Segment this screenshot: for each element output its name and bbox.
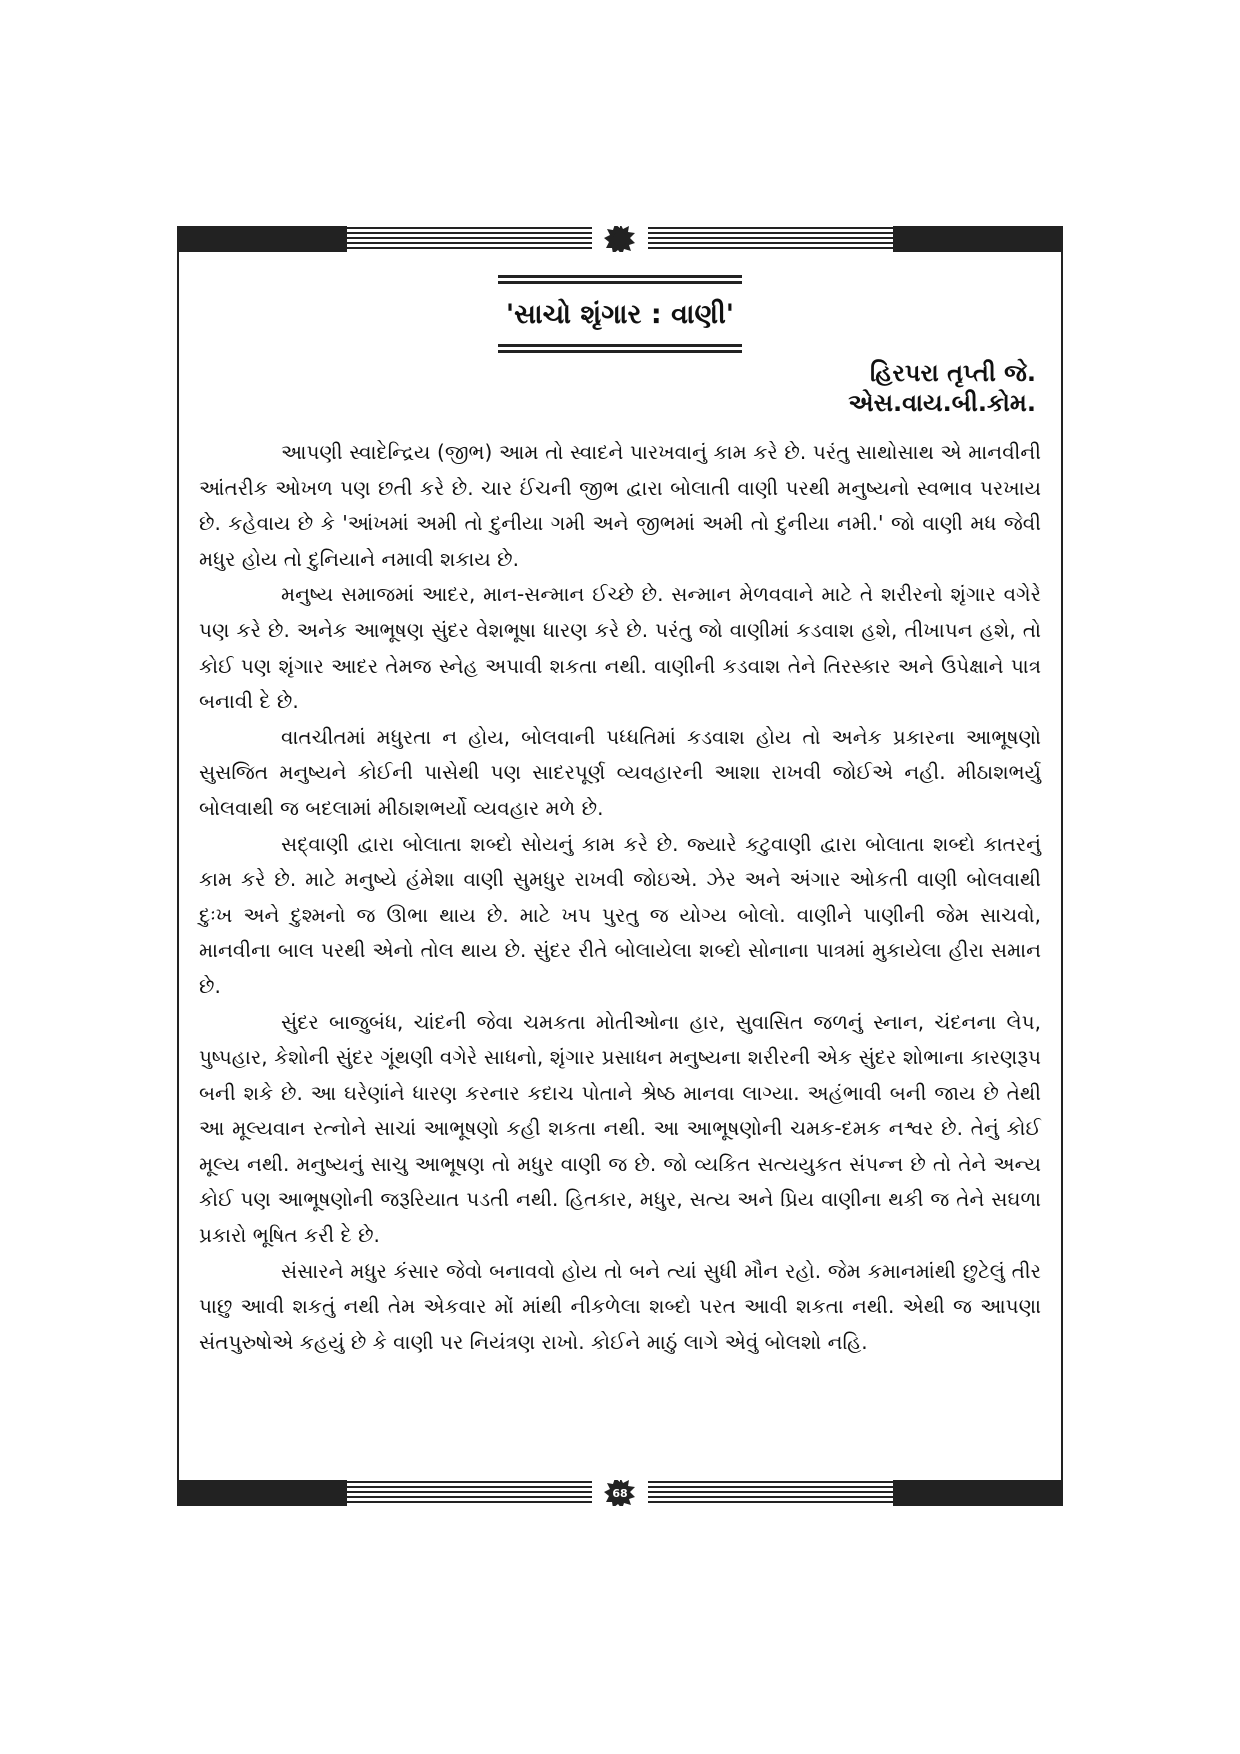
footer-band-graphic [177, 1480, 1063, 1506]
paragraph: સદ્‌વાણી દ્વારા બોલાતા શબ્દો સોયનું કામ કરે છે. જ્યારે કટુવાણી દ્વારા બોલાતા શબ્દો કાતરનું કામ કરે છે. માટે મનુષ્યે હંમેશા વાણી સુમધુર રાખવી જોઇએ. ઝેર અને અંગાર ઓકતી વાણી બોલવાથી દુઃખ અને દુશ્મનો જ ઊભા થાય છે. માટે ખપ પુરતુ જ યોગ્ય બોલો. વાણીને પાણીની જેમ સાચવો, માનવીના બાલ પરથી એનો તોલ થાય છે. સુંદર રીતે બોલાયેલા શબ્દો સોનાના પાત્રમાં મુકાયેલા હીરા સમાન છે. [199, 831, 1041, 998]
title-rule-top-2 [498, 281, 742, 284]
title-block [0, 272, 1240, 356]
author-name: હિરપરા તૃપ્તી જે. [870, 359, 1036, 387]
title-rule-bottom-2 [498, 350, 742, 353]
author-block [848, 358, 1036, 418]
footer-band [177, 1480, 1063, 1506]
page-title: 'સાચો શૃંગાર : વાણી' [505, 299, 735, 330]
paragraph: સંસારને મધુર કંસાર જેવો બનાવવો હોય તો બને ત્યાં સુધી મૌન રહો. જેમ કમાનમાંથી છુટેલું તીર પાછુ આવી શકતું નથી તેમ એકવાર મોં માંથી નીકળેલા શબ્દો પરત આવી શકતા નથી. એથી જ આપણા સંતપુરુષોએ કહયું છે કે વાણી પર નિયંત્રણ રાખો. કોઈને માઠું લાગે એવું બોલશો નહિ. [199, 1258, 1041, 1354]
title-box [486, 272, 754, 356]
paragraph: સુંદર બાજુબંધ, ચાંદની જેવા ચમકતા મોતીઓના હાર, સુવાસિત જળનું સ્નાન, ચંદનના લેપ, પુષ્પહાર, કેશોની સુંદર ગૂંથણી વગેરે સાધનો, શૃંગાર પ્રસાધન મનુષ્યના શરીરની એક સુંદર શોભાના કારણરૂપ બની શકે છે. આ ઘરેણાંને ધારણ કરનાર કદાચ પોતાને શ્રેષ્ઠ માનવા લાગ્યા. અહંભાવી બની જાય છે તેથી આ મૂલ્યવાન રત્નોને સાચાં આભૂષણો કહી શકતા નથી. આ આભૂષણોની ચમક-દમક નશ્વર છે. તેનું કોઈ મૂલ્ય નથી. મનુષ્યનું સાચુ આભૂષણ તો મધુર વાણી જ છે. જો વ્યકિત સત્યયુકત સંપન્ન છે તો તેને અન્ય કોઈ પણ આભૂષણોની જરૂરિયાત પડતી નથી. હિતકાર, મધુર, સત્ય અને પ્રિય વાણીના થકી જ તેને સઘળા પ્રકારો ભૂષિત કરી દે છે. [199, 1009, 1041, 1248]
author-class: એસ.વાય.બી.કોમ. [848, 389, 1036, 417]
page-number-badge [604, 1480, 635, 1506]
sunburst-ornament-icon [604, 226, 635, 252]
article-body [199, 435, 1041, 1360]
title-rule-top-1 [498, 275, 742, 278]
paragraph: વાતચીતમાં મધુરતા ન હોય, બોલવાની પધ્ધતિમાં કડવાશ હોય તો અનેક પ્રકારના આભૂષણો સુસજિત મનુષ્યને કોઈની પાસેથી પણ સાદરપૂર્ણ વ્યવહારની આશા રાખવી જોઈએ નહી. મીઠાશભર્યુ બોલવાથી જ બદલામાં મીઠાશભર્યો વ્યવહાર મળે છે. [199, 724, 1041, 820]
header-band [177, 226, 1063, 252]
paragraph: આપણી સ્વાદેન્દ્રિય (જીભ) આમ તો સ્વાદને પારખવાનું કામ કરે છે. પરંતુ સાથોસાથ એ માનવીની આંતરીક ઓખળ પણ છતી કરે છે. ચાર ઈંચની જીભ દ્વારા બોલાતી વાણી પરથી મનુષ્યનો સ્વભાવ પરખાય છે. કહેવાય છે કે 'આંખમાં અમી તો દુનીયા ગમી અને જીભમાં અમી તો દુનીયા નમી.' જો વાણી મધ જેવી મધુર હોય તો દુનિયાને નમાવી શકાય છે. [199, 440, 1041, 571]
page-number: 68 [612, 1487, 628, 1500]
paragraph: મનુષ્ય સમાજમાં આદર, માન-સન્માન ઈચ્છે છે. સન્માન મેળવવાને માટે તે શરીરનો શૃંગાર વગેરે પણ કરે છે. અનેક આભૂષણ સુંદર વેશભૂષા ધારણ કરે છે. પરંતુ જો વાણીમાં કડવાશ હશે, તીખાપન હશે, તો કોઈ પણ શૃંગાર આદર તેમજ સ્નેહ અપાવી શકતા નથી. વાણીની કડવાશ તેને તિરસ્કાર અને ઉપેક્ષાને પાત્ર બનાવી દે છે. [199, 582, 1041, 714]
header-band-graphic [177, 226, 1063, 252]
title-rule-bottom-1 [498, 344, 742, 347]
